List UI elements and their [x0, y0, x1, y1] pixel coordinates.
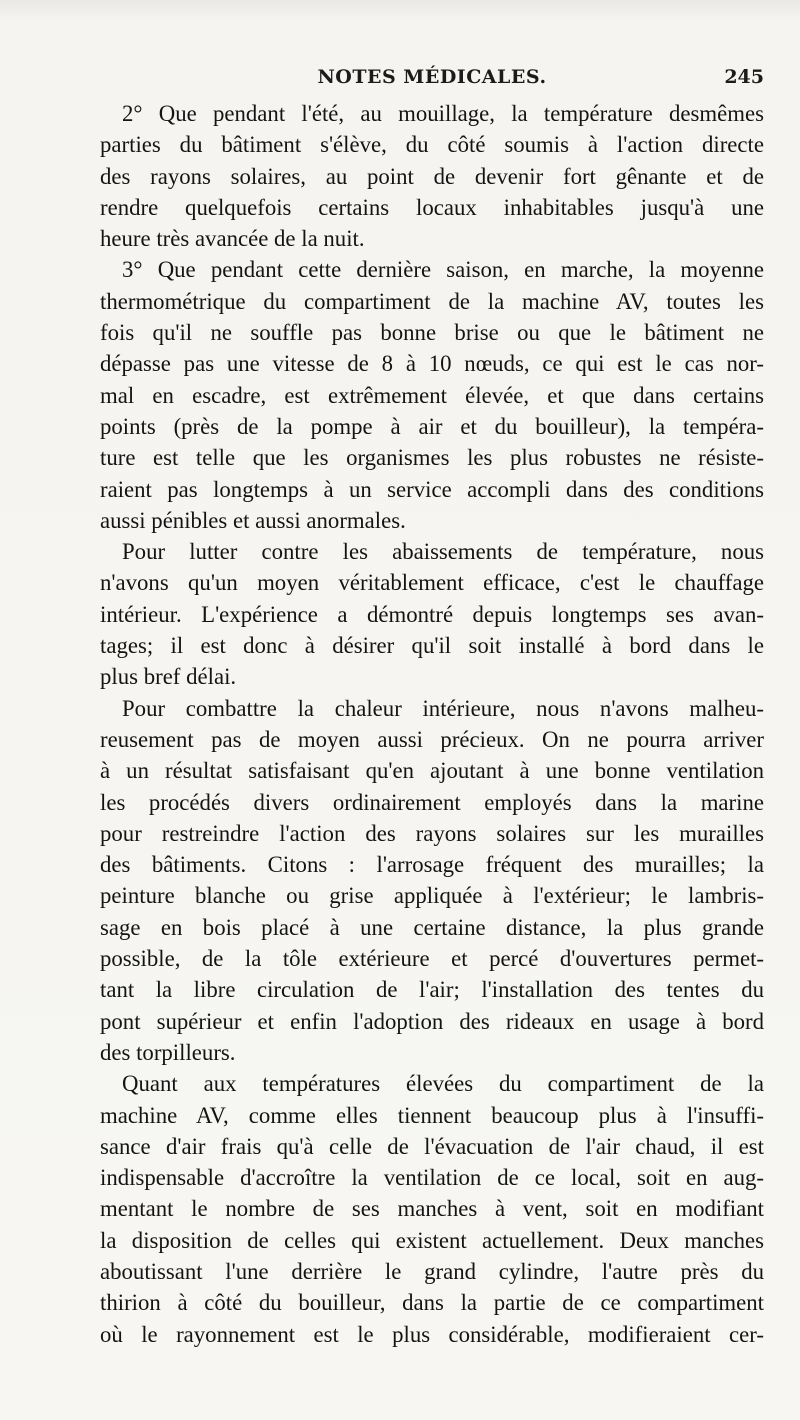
paragraph: [100, 536, 764, 692]
text-line: plus bref délai.: [100, 664, 237, 690]
text-line: des rayons solaires, au point de devenir fort gênante et de: [100, 163, 764, 189]
text-line: thermométrique du compartiment de la machine AV, toutes les: [100, 288, 764, 314]
page-header: [100, 66, 764, 96]
paragraph: [100, 98, 764, 254]
text-line: pont supérieur et enfin l'adoption des rideaux en usage à bord: [100, 1008, 764, 1034]
text-line: aboutissant l'une derrière le grand cylindre, l'autre près du: [100, 1258, 764, 1284]
text-line: 2° Que pendant l'été, au mouillage, la température desmêmes: [122, 101, 764, 126]
text-line: des bâtiments. Citons : l'arrosage fréquent des murailles; la: [100, 852, 764, 878]
text-line: Quant aux températures élevées du compartiment de la: [122, 1071, 764, 1097]
text-line: ture est telle que les organismes les plus robustes ne résiste-: [100, 445, 764, 471]
text-line: fois qu'il ne souffle pas bonne brise ou que le bâtiment ne: [100, 320, 764, 346]
text-line: sage en bois placé à une certaine distance, la plus grande: [100, 914, 764, 940]
text-line: mal en escadre, est extrêmement élevée, et que dans certains: [100, 382, 764, 408]
paragraph: [100, 1068, 764, 1350]
text-line: la disposition de celles qui existent actuellement. Deux manches: [100, 1227, 764, 1253]
text-line: reusement pas de moyen aussi précieux. On ne pourra arriver: [100, 726, 764, 752]
text-line: intérieur. L'expérience a démontré depuis longtemps ses avan-: [100, 601, 764, 627]
text-line: rendre quelquefois certains locaux inhabitables jusqu'à une: [100, 194, 764, 220]
text-line: tant la libre circulation de l'air; l'installation des tentes du: [100, 977, 764, 1003]
text-line: machine AV, comme elles tiennent beaucoup plus à l'insuffi-: [100, 1102, 764, 1128]
text-line: sance d'air frais qu'à celle de l'évacuation de l'air chaud, il est: [100, 1133, 764, 1159]
text-line: dépasse pas une vitesse de 8 à 10 nœuds, ce qui est le cas nor-: [100, 351, 764, 377]
text-line: raient pas longtemps à un service accompli dans des conditions: [100, 476, 764, 502]
text-line: peinture blanche ou grise appliquée à l'extérieur; le lambris-: [100, 883, 764, 909]
text-line: où le rayonnement est le plus considérable, modifieraient cer-: [100, 1321, 764, 1347]
text-line: indispensable d'accroître la ventilation de ce local, soit en aug-: [100, 1165, 764, 1191]
paragraph: [100, 254, 764, 536]
text-line: n'avons qu'un moyen véritablement efficace, c'est le chauffage: [100, 570, 764, 596]
text-line: mentant le nombre de ses manches à vent, soit en modifiant: [100, 1196, 764, 1222]
text-line: possible, de la tôle extérieure et percé d'ouvertures permet-: [100, 946, 764, 972]
text-line: Pour lutter contre les abaissements de température, nous: [122, 539, 764, 565]
running-title: NOTES MÉDICALES.: [317, 66, 547, 88]
text-line: thirion à côté du bouilleur, dans la partie de ce compartiment: [100, 1290, 764, 1316]
body-text: [100, 98, 764, 1350]
text-line: Pour combattre la chaleur intérieure, nous n'avons malheu-: [122, 695, 764, 721]
text-line: des torpilleurs.: [100, 1039, 236, 1065]
text-line: aussi pénibles et aussi anormales.: [100, 507, 406, 533]
text-line: tages; il est donc à désirer qu'il soit installé à bord dans le: [100, 633, 764, 659]
page-number: 245: [724, 66, 764, 88]
text-line: à un résultat satisfaisant qu'en ajoutant à une bonne ventilation: [100, 758, 764, 784]
text-line: heure très avancée de la nuit.: [100, 226, 365, 252]
text-line: les procédés divers ordinairement employés dans la marine: [100, 789, 764, 815]
text-line: points (près de la pompe à air et du bouilleur), la tempéra-: [100, 413, 764, 439]
text-line: 3° Que pendant cette dernière saison, en marche, la moyenne: [122, 257, 764, 283]
text-line: parties du bâtiment s'élève, du côté soumis à l'action directe: [100, 132, 764, 158]
text-line: pour restreindre l'action des rayons solaires sur les murailles: [100, 820, 764, 846]
paragraph: [100, 693, 764, 1069]
